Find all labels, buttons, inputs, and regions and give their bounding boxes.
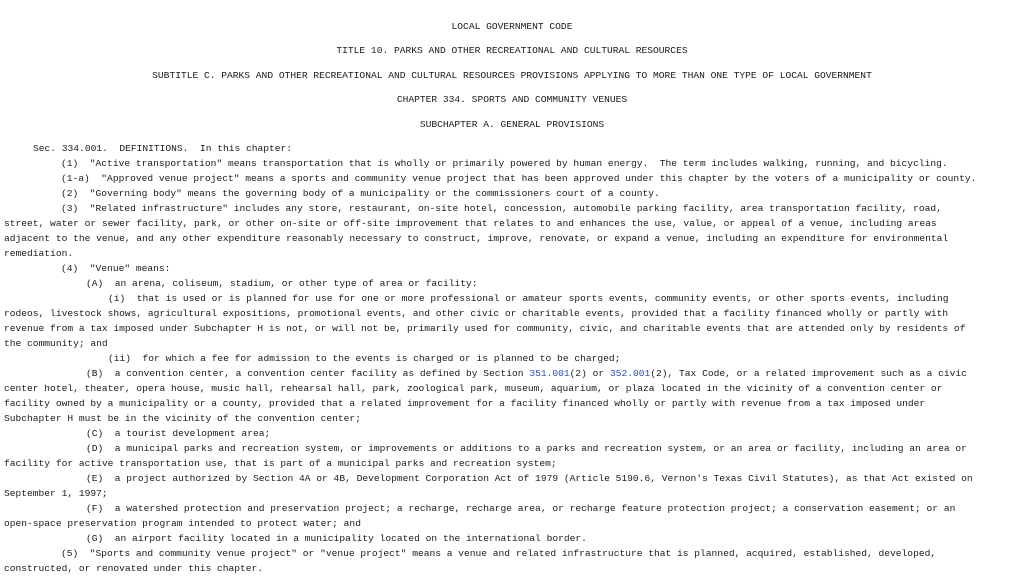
definition-4-F-cont: open-space preservation program intended to protect water; and xyxy=(4,518,361,529)
definition-4-B-cont: Subchapter H must be in the vicinity of the convention center; xyxy=(4,413,361,424)
definition-4-A-i-cont: the community; and xyxy=(4,338,108,349)
definition-3: (3) "Related infrastructure" includes any store, restaurant, on-site hotel, concession, automobile parking facility, area transportation facility, road, xyxy=(61,203,942,214)
definition-4-A-i-cont: rodeos, livestock shows, agricultural expositions, promotional events, and other civic or charitable events, provided that a facility financed wholly or partly with xyxy=(4,308,949,319)
definition-4-D: (D) a municipal parks and recreation system, or improvements or additions to a parks and recreation system, or an area or facility, including an area or xyxy=(86,443,967,454)
definition-4-D-cont: facility for active transportation use, that is part of a municipal parks and recreation system; xyxy=(4,458,557,469)
definition-4-F: (F) a watershed protection and preservation project; a recharge, recharge area, or recharge feature protection project; a conservation easement; or an xyxy=(86,503,956,514)
chapter-heading: CHAPTER 334. SPORTS AND COMMUNITY VENUES xyxy=(396,94,628,105)
subchapter-heading: SUBCHAPTER A. GENERAL PROVISIONS xyxy=(419,119,605,130)
definition-3-cont: adjacent to the venue, and any other expenditure reasonably necessary to construct, improve, renovate, or expand a venue, including an expenditure for environmental xyxy=(4,233,949,244)
definition-4: (4) "Venue" means: xyxy=(61,263,171,274)
definition-4-C: (C) a tourist development area; xyxy=(86,428,271,439)
definition-1: (1) "Active transportation" means transportation that is wholly or primarily powered by human energy. The term includes walking, running, and bicycling. xyxy=(61,158,948,169)
definition-4-A-i: (i) that is used or is planned for use for one or more professional or amateur sports events, community events, or other sports events, including xyxy=(108,293,949,304)
subtitle-heading: SUBTITLE C. PARKS AND OTHER RECREATIONAL AND CULTURAL RESOURCES PROVISIONS APPLYING TO MORE THAN ONE TYPE OF LOCAL GOVERNMENT xyxy=(152,70,872,81)
section-heading: Sec. 334.001. DEFINITIONS. In this chapter: xyxy=(33,143,293,154)
definition-4-A: (A) an arena, coliseum, stadium, or other type of area or facility: xyxy=(86,278,478,289)
definition-1a: (1-a) "Approved venue project" means a sports and community venue project that has been approved under this chapter by the voters of a municipality or county. xyxy=(61,173,977,184)
definition-4-A-i-cont: revenue from a tax imposed under Subchapter H is not, or will not be, primarily used for community, civic, and charitable events that are attended only by residents of xyxy=(4,323,966,334)
definition-4-G: (G) an airport facility located in a municipality located on the international border. xyxy=(86,533,587,544)
definition-4-B-text: (B) a convention center, a convention center facility as defined by Section xyxy=(86,368,530,379)
definition-4-E-cont: September 1, 1997; xyxy=(4,488,108,499)
definition-5: (5) "Sports and community venue project" or "venue project" means a venue and related infrastructure that is planned, acquired, established, developed, xyxy=(61,548,937,559)
definition-4-B xyxy=(86,368,967,379)
section-351-001-link[interactable]: 351.001 xyxy=(529,368,570,379)
title-heading: TITLE 10. PARKS AND OTHER RECREATIONAL AND CULTURAL RESOURCES xyxy=(336,45,688,56)
definition-3-cont: street, water or sewer facility, park, or other on-site or off-site improvement that relates to and enhances the use, value, or appeal of a venue, including areas xyxy=(4,218,937,229)
definition-2: (2) "Governing body" means the governing body of a municipality or the commissioners court of a county. xyxy=(61,188,660,199)
definition-4-E: (E) a project authorized by Section 4A or 4B, Development Corporation Act of 1979 (Article 5190.6, Vernon's Texas Civil Statutes), as that Act existed on xyxy=(86,473,973,484)
definition-3-cont: remediation. xyxy=(4,248,74,259)
definition-4-A-ii: (ii) for which a fee for admission to the events is charged or is planned to be charged; xyxy=(108,353,621,364)
definition-4-B-cont: center hotel, theater, opera house, music hall, rehearsal hall, park, zoological park, museum, aquarium, or plaza located in the vicinity of a convention center or xyxy=(4,383,943,394)
definition-4-B-text: (2) or xyxy=(569,368,610,379)
definition-5-cont: constructed, or renovated under this chapter. xyxy=(4,563,264,574)
definition-4-B-text: (2), Tax Code, or a related improvement such as a civic xyxy=(650,368,967,379)
section-352-001-link[interactable]: 352.001 xyxy=(609,368,651,379)
definition-4-B-cont: facility owned by a municipality or a county, provided that a related improvement for a facility financed wholly or partly with revenue from a tax imposed under xyxy=(4,398,926,409)
code-heading: LOCAL GOVERNMENT CODE xyxy=(451,21,573,32)
